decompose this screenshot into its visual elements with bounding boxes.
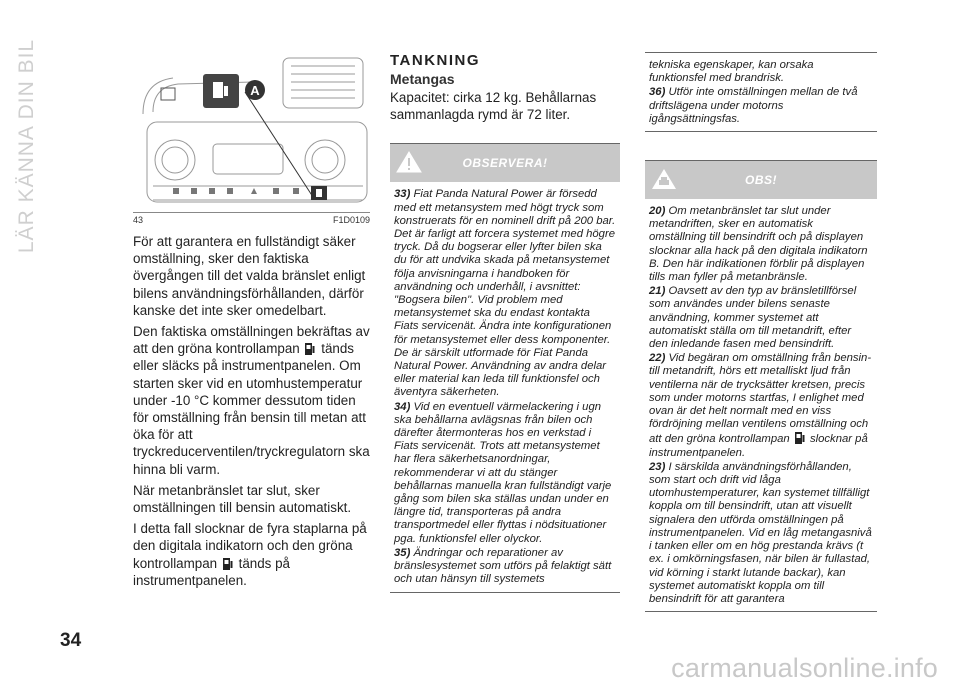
warning-label: OBSERVERA! [462,156,548,171]
dashboard-illustration [133,52,370,212]
dashboard-figure [133,52,370,213]
warning-body [390,182,620,591]
figure-code: F1D0109 [332,215,370,225]
figure-caption [133,215,370,225]
capacity-text: Kapacitet: cirka 12 kg. Behållarnas sammanlagda rymd är 72 liter. [390,90,597,123]
note-item: 20) Om metanbränslet tar slut under metandriften, sker en automatisk omställning till bensindrift och på displayen slocknar alla hack på den digitala indikatorn B. Den här indikationen förblir på displayen tills man fyller på metanbränsle. [649,205,868,284]
side-tab-label: LÄR KÄNNA DIN BIL [15,38,39,254]
note-item: 23) I särskilda användningsförhållanden, som start och drift vid låga utomhustemperaturer, kan systemet tillfälligt koppla om till bensindrift, utan att visuellt signalera den utförda omställningen på instrumentpanelen. Vid en låg metangasnivå i tanken eller om en hög prestanda krävs (t ex. i omkörningsfasen, när bilen är fullastad, vid körning i starkt lutande backar), kan systemet automatiskt koppla om till bensindrift för att garantera [649,460,872,605]
column-left [133,52,370,593]
paragraph: Den faktiska omställningen bekräftas av att den gröna kontrollampan tänds eller släcks på instrumentpanelen. Om starten sker vid en utomhustemperatur under -10 °C kommer dessutom tiden för omställning från bensin till metan att öka för att tryckreducerventilen/tryckregulatorn ska hinna bli varm. [133,324,370,477]
notice-label: OBS! [745,173,777,188]
warning-body-continued [645,53,877,131]
note-item: 34) Vid en eventuell värmelackering i ugn ska behållarna avlägsnas från bilen och därefter återmonteras hos en verkstad i Fiats servicenät. Trots att metansystemet har flera säkerhetsanordningar, rekommenderar vi att du stänger behållarnas manuella kran fullständigt varje gång som bilen ska ställas undan under en längre tid, transporteras på andra transportmedel eller flyttas i nödsituationer pga. funktionsfel eller olyckor. [394,400,612,545]
note-item: 33) Fiat Panda Natural Power är försedd med ett metansystem med högt tryck som konstruerats för en nominell drift på 200 bar. Det är farligt att forcera systemet med högre tryck. Då du bogserar eller lyfter bilen ska du för att undvika skada på metansystemet följa anvisningarna i handboken för användning och underhåll, i avsnittet: "Bogsera bilen". Vid problem med metansystemet ska du endast kontakta Fiats servicenät. Ändra inte konfigurationen för metansystemet eller dess komponenter. De är särskilt utformade för Fiat Panda Natural Power. Användning av andra delar eller material kan leda till funktionsfel och äventyra säkerheten. [394,188,616,399]
paragraph: I detta fall slocknar de fyra staplarna på den digitala indikatorn och den gröna kontrollampan tänds på instrumentpanelen. [133,521,367,588]
note-item: 35) Ändringar och reparationer av bränslesystemet som utförs på felaktigt sätt och utan hänsyn till systemets [394,546,612,586]
warning-header [390,144,620,182]
figure-number: 43 [133,215,144,225]
page-number: 34 [60,630,82,651]
paragraph: För att garantera en fullständigt säker omställning, sker den faktiska övergången till det valda bränslet enligt bilens användningsförhållanden, därför kanske det inte sker omedelbart. [133,234,366,318]
note-item: 21) Oavsett av den typ av bränsletillförsel som användes under bilens senaste användning, kommer systemet att automatiskt ställa om till metandrift, efter den inledande fasen med bensindrift. [649,285,857,351]
notice-box [645,160,877,612]
notice-body [645,199,877,611]
callout-a: A [250,83,260,98]
section-title: TANKNING [390,52,481,69]
fuel-pump-icon [305,342,315,355]
warning-box [390,143,620,592]
section-side-tab [14,38,40,254]
section-subtitle: Metangas [390,71,455,87]
watermark: carmanualsonline.info [671,653,938,683]
column-right [645,52,877,612]
car-warning-icon [651,167,677,191]
warning-box-continued [645,52,877,132]
warning-triangle-icon [396,150,422,174]
fuel-pump-icon [795,431,805,444]
column-middle [390,52,620,593]
paragraph: När metanbränslet tar slut, sker omställningen till bensin automatiskt. [133,482,352,516]
note-continuation: tekniska egenskaper, kan orsaka funktionsfel med brandrisk. [649,59,814,85]
note-item: 22) Vid begäran om omställning från bensin- till metandrift, hörs ett metalliskt ljud från ventilerna när de trycksätter kretsen, precis som under motorns startfas, I enlighet med ovan är det helt normalt med en viss fördröjning mellan ventilens omställning och att den gröna kontrollampan slocknar på instrumentpanelen. [649,352,872,459]
fuel-pump-icon [223,557,233,570]
note-item: 36) Utför inte omställningen mellan de två driftslägena under motorns igångsättningsfas. [649,86,858,125]
notice-header [645,161,877,199]
body-text [133,233,370,589]
